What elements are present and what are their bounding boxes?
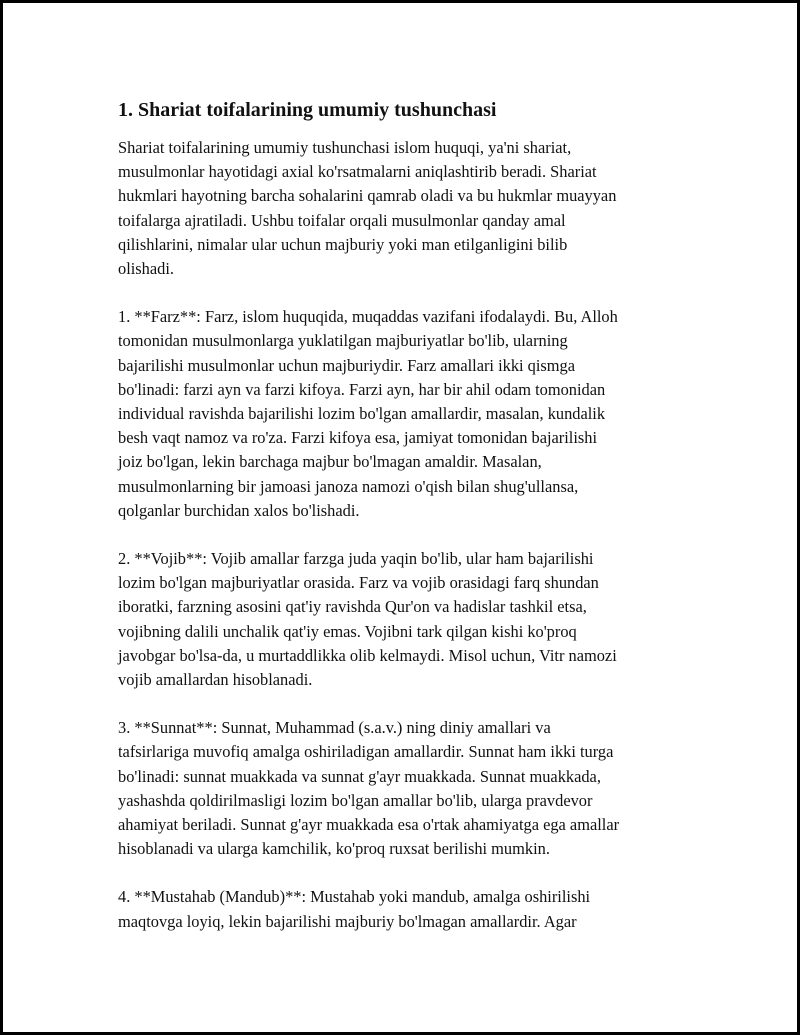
section-title: 1. Shariat toifalarining umumiy tushunchasi xyxy=(118,99,497,121)
sunnat-paragraph: 3. **Sunnat**: Sunnat, Muhammad (s.a.v.) ning diniy amallari va tafsirlariga muvofiq amalga oshiriladigan amallardir. Sunnat ham ikki turga bo'linadi: sunnat muakkada va sunnat g'ayr muakkada. Sunnat muakkada, yashashda qoldirilmasligi lozim bo'lgan amallar bo'lib, ularga pravdevor ahamiyat beriladi. Sunnat g'ayr muakkada esa o'rtak ahamiyatga ega amallar hisoblanadi va ularga kamchilik, ko'proq ruxsat berilishi mumkin. xyxy=(118,718,620,859)
document-body xyxy=(118,96,686,958)
intro-paragraph: Shariat toifalarining umumiy tushunchasi islom huquqi, ya'ni shariat, musulmonlar hayotidagi axial ko'rsatmalarni aniqlashtirib beradi. Shariat hukmlari hayotning barcha sohalarini qamrab oladi va bu hukmlar muayyan toifalarga ajratiladi. Ushbu toifalar orqali musulmonlar qanday amal qilishlarini, nimalar ular uchun majburiy yoki man etilganligini bilib olishadi. xyxy=(118,138,617,279)
farz-paragraph: 1. **Farz**: Farz, islom huquqida, muqaddas vazifani ifodalaydi. Bu, Alloh tomonidan musulmonlarga yuklatilgan majburiyatlar bo'lib, ularning bajarilishi musulmonlar uchun majburiydir. Farz amallari ikki qismga bo'linadi: farzi ayn va farzi kifoya. Farzi ayn, har bir ahil odam tomonidan individual ravishda bajarilishi lozim bo'lgan amallardir, masalan, kundalik besh vaqt namoz va ro'za. Farzi kifoya esa, jamiyat tomonidan bajarilishi joiz bo'lgan, lekin barchaga majbur bo'lmagan amaldir. Masalan, musulmonlarning bir jamoasi janoza namozi o'qish bilan shug'ullansa, qolganlar burchidan xalos bo'lishadi. xyxy=(118,307,618,520)
vojib-paragraph: 2. **Vojib**: Vojib amallar farzga juda yaqin bo'lib, ular ham bajarilishi lozim bo'lgan majburiyatlar orasida. Farz va vojib orasidagi farq shundan iboratki, farzning asosini qat'iy ravishda Qur'on va hadislar tashkil etsa, vojibning dalili unchalik qat'iy emas. Vojibni tark qilgan kishi ko'proq javobgar bo'lsa-da, u murtaddlikka olib kelmaydi. Misol uchun, Vitr namozi vojib amallardan hisoblanadi. xyxy=(118,549,617,690)
mustahab-paragraph: 4. **Mustahab (Mandub)**: Mustahab yoki mandub, amalga oshirilishi maqtovga loyiq, lekin bajarilishi majburiy bo'lmagan amallardir. Agar xyxy=(118,887,591,931)
